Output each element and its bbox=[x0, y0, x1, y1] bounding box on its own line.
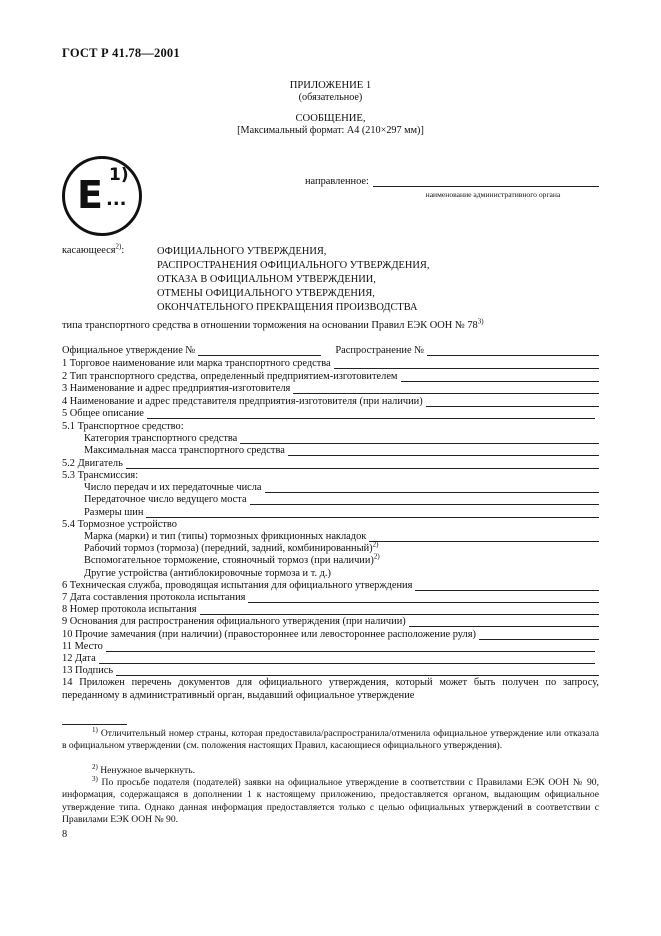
item-5-3-axle: Передаточное число ведущего моста bbox=[84, 492, 599, 505]
approval-number-field[interactable] bbox=[198, 346, 321, 356]
item-2: 2 Тип транспортного средства, определенный предприятием-изготовителем bbox=[62, 369, 599, 382]
item-3-field[interactable] bbox=[293, 384, 599, 394]
approval-number-label: Официальное утверждение № bbox=[62, 345, 196, 356]
item-13-field[interactable] bbox=[116, 666, 599, 676]
item-5-3: 5.3 Трансмиссия: bbox=[62, 470, 139, 481]
option-approval: ОФИЦИАЛЬНОГО УТВЕРЖДЕНИЯ, bbox=[157, 246, 327, 257]
option-discontinued: ОКОНЧАТЕЛЬНОГО ПРЕКРАЩЕНИЯ ПРОИЗВОДСТВА bbox=[157, 302, 418, 313]
item-11: 11 Место bbox=[62, 639, 595, 652]
item-1-field[interactable] bbox=[334, 359, 599, 369]
item-5-4-parking-brake: Вспомогательное торможение, стояночный тормоз (при наличии)$^{2)}$ bbox=[84, 552, 380, 566]
item-3: 3 Наименование и адрес предприятия-изготовителя bbox=[62, 381, 599, 394]
sent-by-caption: наименование административного органа bbox=[425, 190, 561, 199]
item-13: 13 Подпись bbox=[62, 663, 599, 676]
document-header: ГОСТ Р 41.78—2001 bbox=[62, 46, 180, 60]
sent-by-label: направленное: bbox=[305, 176, 369, 187]
vehicle-type-line: типа транспортного средства в отношении торможения на основании Правил ЕЭК ООН № 78$^{3)}$ bbox=[62, 317, 484, 331]
footnote-2: $^{2)}$ Ненужное вычеркнуть. bbox=[92, 762, 195, 776]
item-5-3-axle-field[interactable] bbox=[250, 495, 599, 505]
extension-number-label: Распространение № bbox=[335, 345, 425, 356]
item-12: 12 Дата bbox=[62, 651, 595, 664]
item-5-4-service-brake: Рабочий тормоз (тормоза) (передний, задний, комбинированный)$^{2)}$ bbox=[84, 540, 379, 554]
option-extension: РАСПРОСТРАНЕНИЯ ОФИЦИАЛЬНОГО УТВЕРЖДЕНИЯ, bbox=[157, 260, 430, 271]
item-5-4-linings: Марка (марки) и тип (типы) тормозных фрикционных накладок bbox=[84, 529, 599, 542]
e-mark-letter: E bbox=[77, 173, 103, 217]
item-5-1-category: Категория транспортного средства bbox=[84, 431, 599, 444]
extension-number-field[interactable] bbox=[427, 346, 599, 356]
option-refusal: ОТКАЗА В ОФИЦИАЛЬНОМ УТВЕРЖДЕНИИ, bbox=[157, 274, 376, 285]
sent-by-line bbox=[373, 186, 599, 187]
item-4: 4 Наименование и адрес представителя предприятия-изготовителя (при наличии) bbox=[62, 394, 599, 407]
item-5: 5 Общее описание bbox=[62, 406, 595, 419]
item-9-field[interactable] bbox=[409, 617, 599, 627]
e-mark-note: 1) bbox=[109, 165, 129, 185]
item-5-1: 5.1 Транспортное средство: bbox=[62, 421, 184, 432]
concerning-options bbox=[157, 245, 429, 315]
item-5-2: 5.2 Двигатель bbox=[62, 456, 599, 469]
annex-status: (обязательное) bbox=[298, 92, 363, 103]
message-title: СООБЩЕНИЕ, bbox=[295, 113, 366, 124]
item-5-1-mass-field[interactable] bbox=[288, 446, 599, 456]
item-8: 8 Номер протокола испытания bbox=[62, 602, 599, 615]
option-withdrawal: ОТМЕНЫ ОФИЦИАЛЬНОГО УТВЕРЖДЕНИЯ, bbox=[157, 288, 375, 299]
e-mark-logo bbox=[62, 156, 142, 236]
item-9: 9 Основания для распространения официального утверждения (при наличии) bbox=[62, 614, 599, 627]
item-10: 10 Прочие замечания (при наличии) (правостороннее или левостороннее расположение руля) bbox=[62, 627, 599, 640]
footnote-3: $^{3)}$ По просьбе подателя (подателей) заявки на официальное утверждение в соответствии с Правилами ЕЭК ООН № 90, информация, содержащаяся в дополнении 1 к настоящему приложению, предоставляется органом, выдающим официальное утверждение типа. Однако данная информация предоставляется только с целью официальных утверждений в соответствии с Правилами ЕЭК ООН № 90. bbox=[62, 774, 599, 826]
item-5-4-other: Другие устройства (антиблокировочные тормоза и т. д.) bbox=[84, 568, 331, 579]
annex-title: ПРИЛОЖЕНИЕ 1 bbox=[289, 80, 372, 91]
approval-number-row bbox=[62, 343, 599, 356]
page-number: 8 bbox=[62, 829, 68, 840]
footnote-1: $^{1)}$ Отличительный номер страны, которая предоставила/распространила/отменила официальное утверждение или отказала в официальном утверждении (см. положения настоящих Правил, касающиеся официального утверждения). bbox=[62, 725, 599, 752]
item-5-field[interactable] bbox=[147, 409, 595, 419]
item-5-3-tyres: Размеры шин bbox=[84, 505, 599, 518]
item-5-1-mass: Максимальная масса транспортного средства bbox=[84, 443, 599, 456]
item-14: 14 Приложен перечень документов для официального утверждения, который может быть получен по запросу, переданному в административный орган, выдавший официальное утверждение bbox=[62, 677, 599, 701]
item-7: 7 Дата составления протокола испытания bbox=[62, 590, 599, 603]
item-5-4: 5.4 Тормозное устройство bbox=[62, 519, 177, 530]
item-1: 1 Торговое наименование или марка транспортного средства bbox=[62, 356, 599, 369]
item-5-3-gears: Число передач и их передаточные числа bbox=[84, 480, 599, 493]
e-mark-dots: ... bbox=[106, 189, 127, 210]
item-6: 6 Техническая служба, проводящая испытания для официального утверждения bbox=[62, 578, 599, 591]
message-format: [Максимальный формат: А4 (210×297 мм)] bbox=[237, 125, 424, 136]
concerning-label: касающееся$^{2)}$: bbox=[62, 242, 125, 256]
